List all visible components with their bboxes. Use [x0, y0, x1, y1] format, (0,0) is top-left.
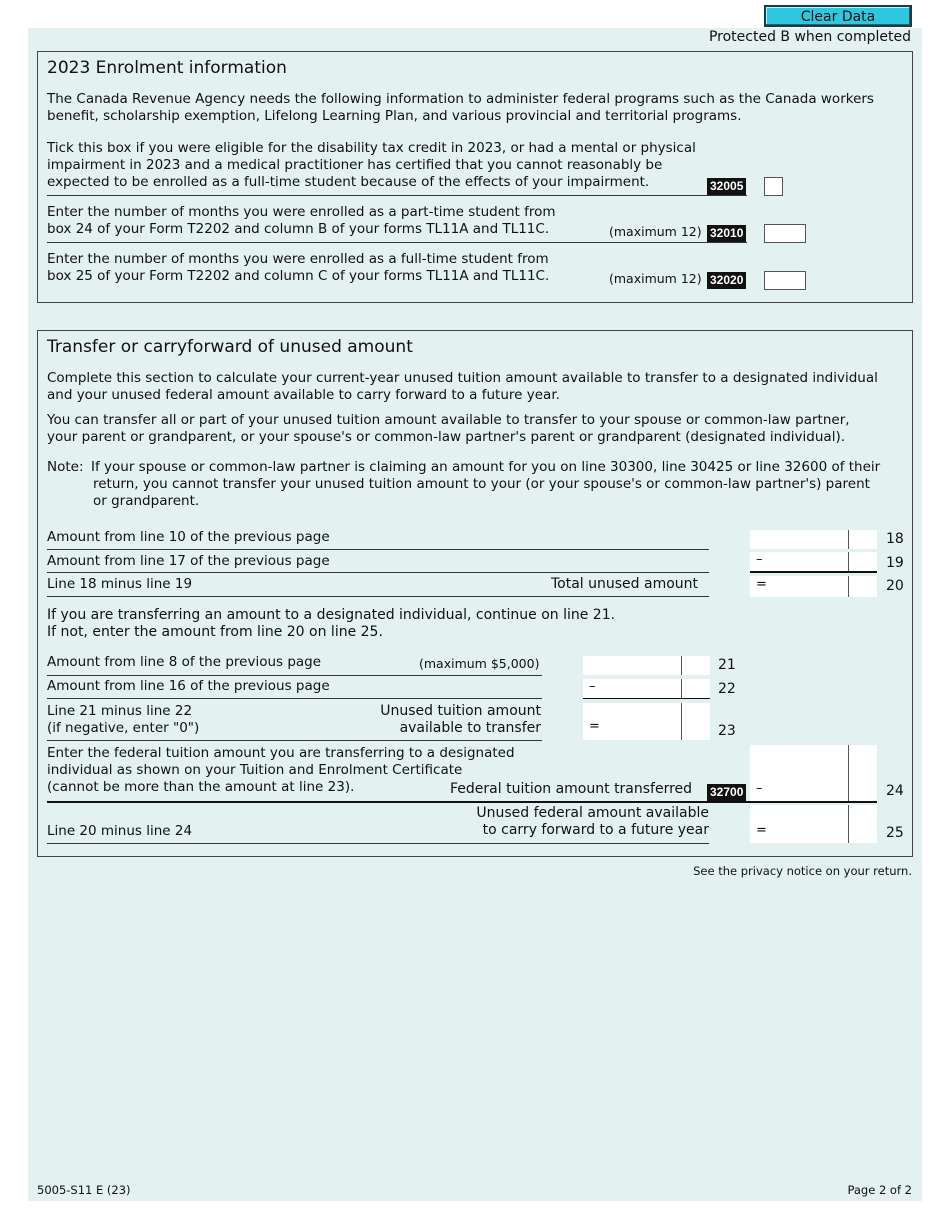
line25-underline — [47, 843, 709, 844]
minus-sign: – — [756, 552, 763, 567]
line19-underline — [47, 572, 709, 573]
note-line: or grandparent. — [93, 493, 200, 509]
line18-input[interactable] — [750, 530, 877, 549]
transfer-intro-line: and your unused federal amount available to carry forward to a future year. — [47, 387, 560, 403]
equals-sign: = — [589, 719, 600, 734]
protected-notice: Protected B when completed — [708, 29, 911, 45]
line21-label: Amount from line 8 of the previous page — [47, 654, 322, 670]
continue-line: If not, enter the amount from line 20 on line 25. — [47, 624, 383, 640]
code-32005: 32005 — [707, 178, 746, 195]
enrolment-intro — [47, 91, 874, 125]
cents-divider — [681, 679, 682, 698]
line24-description: Federal tuition amount transferred — [450, 781, 693, 797]
equals-sign: = — [756, 577, 767, 592]
line23-label-line: Line 21 minus line 22 — [47, 703, 193, 719]
line23-desc-line: available to transfer — [399, 720, 541, 736]
code-32700: 32700 — [707, 784, 746, 801]
line21-number: 21 — [718, 657, 736, 673]
line22-label: Amount from line 16 of the previous page — [47, 678, 330, 694]
fulltime-line: Enter the number of months you were enrolled as a full-time student from — [47, 251, 549, 267]
line20-description: Total unused amount — [551, 576, 699, 592]
line18-underline — [47, 549, 709, 550]
disability-underline — [47, 195, 747, 196]
minus-sign: – — [756, 781, 763, 796]
line24-label-line: Enter the federal tuition amount you are transferring to a designated — [47, 745, 515, 761]
transfer-can — [47, 412, 850, 446]
line24-transferred-input[interactable] — [750, 745, 877, 801]
line25-label: Line 20 minus line 24 — [47, 823, 193, 839]
line20-total-input[interactable] — [750, 576, 877, 597]
transfer-can-line: your parent or grandparent, or your spouse's or common-law partner's parent or grandparent (designated individual). — [47, 429, 846, 445]
disability-line: impairment in 2023 and a medical practitioner has certified that you cannot reasonably be — [47, 157, 663, 173]
line18-label: Amount from line 10 of the previous page — [47, 529, 330, 545]
note-label: Note: — [47, 459, 84, 475]
note-line: return, you cannot transfer your unused tuition amount to your (or your spouse's or common-law partner's) parent — [93, 476, 870, 492]
line25-description — [450, 805, 709, 839]
fulltime-line: box 25 of your Form T2202 and column C of your forms TL11A and TL11C. — [47, 268, 550, 284]
fulltime-maximum: (maximum 12) — [609, 271, 702, 286]
line19-number: 19 — [886, 555, 904, 571]
line24-label-line: individual as shown on your Tuition and Enrolment Certificate — [47, 762, 463, 778]
cents-divider — [848, 552, 849, 571]
enrolment-title: 2023 Enrolment information — [47, 58, 287, 78]
line23-desc-line: Unused tuition amount — [380, 703, 541, 719]
fulltime-text — [47, 251, 549, 285]
parttime-text — [47, 204, 556, 238]
fulltime-months-input[interactable] — [764, 271, 806, 290]
line21-underline — [47, 675, 542, 676]
line25-desc-line: Unused federal amount available — [476, 805, 709, 821]
cents-divider — [681, 656, 682, 675]
continue-line: If you are transferring an amount to a designated individual, continue on line 21. — [47, 607, 616, 623]
transfer-title: Transfer or carryforward of unused amount — [47, 337, 413, 357]
enrolment-intro-line: The Canada Revenue Agency needs the following information to administer federal programs such as the Canada workers — [47, 91, 874, 107]
line24-underline — [47, 801, 877, 803]
line23-description — [371, 703, 541, 737]
line23-label-line: (if negative, enter "0") — [47, 720, 200, 736]
cents-divider — [681, 703, 682, 740]
line25-desc-line: to carry forward to a future year — [482, 822, 709, 838]
line22-input[interactable] — [583, 679, 710, 699]
line24-number: 24 — [886, 783, 904, 799]
line20-underline — [47, 596, 709, 597]
disability-checkbox[interactable] — [764, 177, 783, 196]
enrolment-section — [37, 51, 913, 303]
minus-sign: – — [589, 679, 596, 694]
continue-text — [47, 607, 615, 641]
note-text — [91, 459, 880, 510]
transfer-section — [37, 330, 913, 857]
line20-label: Line 18 minus line 19 — [47, 576, 193, 592]
cents-divider — [848, 745, 849, 801]
form-id: 5005-S11 E (23) — [37, 1183, 131, 1197]
line24-label-line: (cannot be more than the amount at line 23). — [47, 779, 355, 795]
disability-line: expected to be enrolled as a full-time student because of the effects of your impairment. — [47, 174, 650, 190]
parttime-maximum: (maximum 12) — [609, 224, 702, 239]
transfer-intro-line: Complete this section to calculate your current-year unused tuition amount available to transfer to a designated individual — [47, 370, 878, 386]
line20-number: 20 — [886, 578, 904, 594]
parttime-months-input[interactable] — [764, 224, 806, 243]
transfer-intro — [47, 370, 878, 404]
line23-underline — [47, 740, 542, 741]
line22-underline — [47, 698, 542, 699]
line21-maximum: (maximum $5,000) — [419, 656, 540, 671]
privacy-notice: See the privacy notice on your return. — [693, 864, 912, 878]
note-line: If your spouse or common-law partner is claiming an amount for you on line 30300, line 30425 or line 32600 of their — [91, 459, 881, 475]
page-number: Page 2 of 2 — [847, 1183, 912, 1197]
parttime-line: box 24 of your Form T2202 and column B of your forms TL11A and TL11C. — [47, 221, 550, 237]
clear-data-button[interactable]: Clear Data — [764, 5, 912, 27]
line25-number: 25 — [886, 825, 904, 841]
disability-text — [47, 140, 696, 191]
code-32020: 32020 — [707, 272, 746, 289]
parttime-underline — [47, 242, 747, 243]
parttime-line: Enter the number of months you were enrolled as a part-time student from — [47, 204, 556, 220]
line19-input[interactable] — [750, 552, 877, 573]
line19-label: Amount from line 17 of the previous page — [47, 553, 330, 569]
transfer-can-line: You can transfer all or part of your unused tuition amount available to transfer to your spouse or common-law partner, — [47, 412, 850, 428]
disability-line: Tick this box if you were eligible for the disability tax credit in 2023, or had a mental or physical — [47, 140, 696, 156]
equals-sign: = — [756, 823, 767, 838]
line25-carryforward-input[interactable] — [750, 805, 877, 843]
line21-input[interactable] — [583, 656, 710, 675]
cents-divider — [848, 530, 849, 549]
line23-number: 23 — [718, 723, 736, 739]
code-32010: 32010 — [707, 225, 746, 242]
line18-number: 18 — [886, 531, 904, 547]
line23-input[interactable] — [583, 703, 710, 740]
line23-label — [47, 703, 199, 737]
line22-number: 22 — [718, 681, 736, 697]
enrolment-intro-line: benefit, scholarship exemption, Lifelong Learning Plan, and various provincial and territorial programs. — [47, 108, 742, 124]
cents-divider — [848, 576, 849, 597]
cents-divider — [848, 805, 849, 843]
line24-label — [47, 745, 515, 796]
